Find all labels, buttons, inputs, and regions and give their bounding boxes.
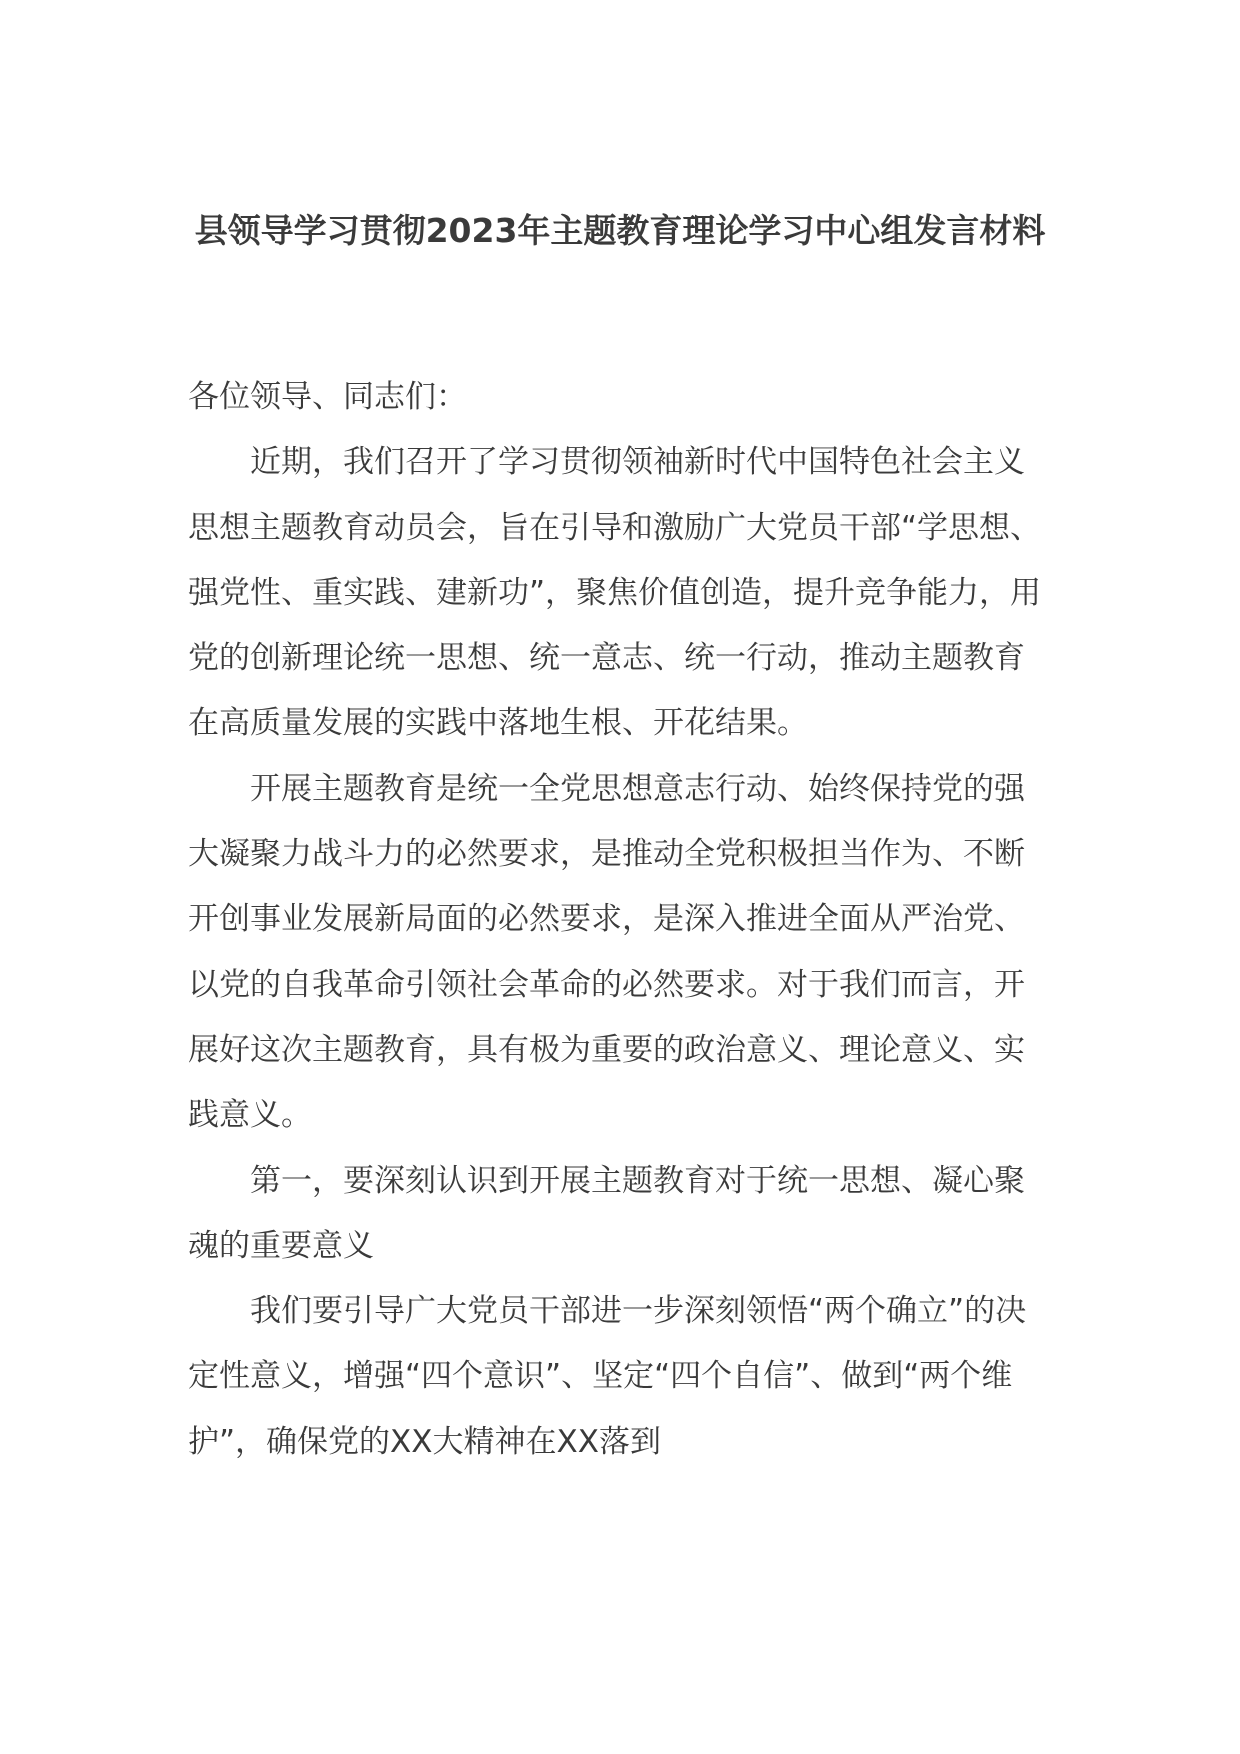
paragraph-2: 开展主题教育是统一全党思想意志行动、始终保持党的强大凝聚力战斗力的必然要求，是推动全党积极担当作为、不断开创事业发展新局面的必然要求，是深入推进全面从严治党、以党的自我革命引领社会革命的必然要求。对于我们而言，开展好这次主题教育，具有极为重要的政治意义、理论意义、实践意义。: [188, 770, 1025, 1134]
section-heading-1: 第一，要深刻认识到开展主题教育对于统一思想、凝心聚魂的重要意义: [188, 1162, 1025, 1264]
document-title: 县领导学习贯彻2023年主题教育理论学习中心组发言材料: [194, 211, 1046, 250]
paragraph-3: 我们要引导广大党员干部进一步深刻领悟“两个确立”的决定性意义，增强“四个意识”、坚定“四个自信”、做到“两个维护”，确保党的XX大精神在XX落到: [188, 1293, 1027, 1460]
paragraph-1: 近期，我们召开了学习贯彻领袖新时代中国特色社会主义思想主题教育动员会，旨在引导和激励广大党员干部“学思想、强党性、重实践、建新功”，聚焦价值创造，提升竞争能力，用党的创新理论统一思想、统一意志、统一行动，推动主题教育在高质量发展的实践中落地生根、开花结果。: [188, 444, 1042, 742]
salutation: 各位领导、同志们：: [188, 379, 467, 415]
document-body: [188, 365, 1048, 1475]
